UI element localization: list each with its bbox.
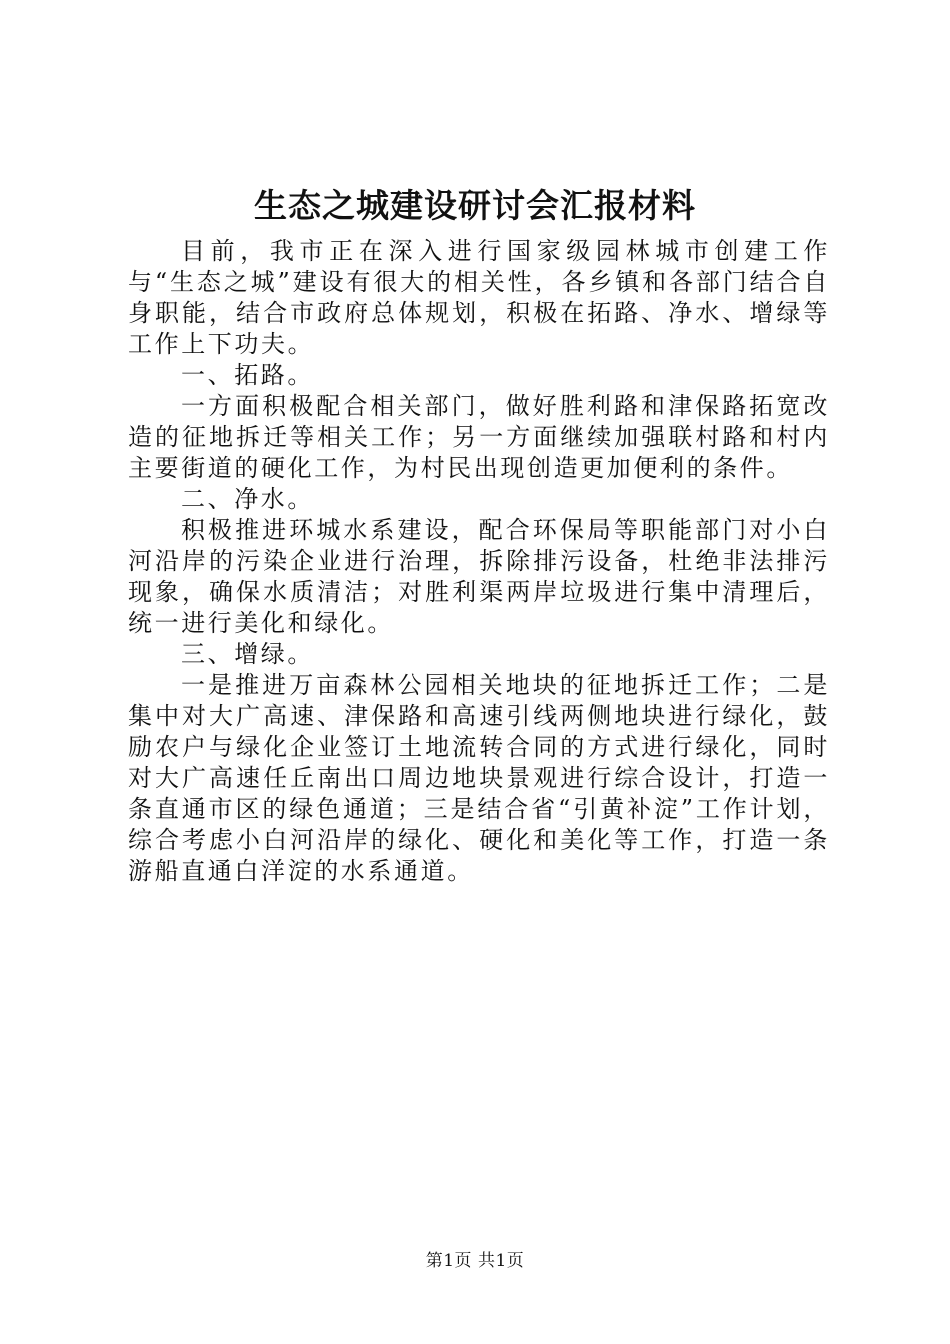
water-paragraph: 积极推进环城水系建设，配合环保局等职能部门对小白河沿岸的污染企业进行治理，拆除排污设备，杜绝非法排污现象，确保水质清洁；对胜利渠两岸垃圾进行集中清理后，统一进行美化和绿化。 — [128, 516, 830, 637]
page-number-footer: 第1页 共1页 — [425, 1251, 525, 1271]
section-heading-road: 一、拓路。 — [181, 361, 314, 389]
document-body — [128, 236, 830, 887]
intro-paragraph: 目前，我市正在深入进行国家级园林城市创建工作与“生态之城”建设有很大的相关性，各乡镇和各部门结合自身职能，结合市政府总体规划，积极在拓路、净水、增绿等工作上下功夫。 — [128, 237, 830, 358]
green-paragraph: 一是推进万亩森林公园相关地块的征地拆迁工作；二是集中对大广高速、津保路和高速引线两侧地块进行绿化，鼓励农户与绿化企业签订土地流转合同的方式进行绿化，同时对大广高速任丘南出口周边地块景观进行综合设计，打造一条直通市区的绿色通道；三是结合省“引黄补淀”工作计划，综合考虑小白河沿岸的绿化、硬化和美化等工作，打造一条游船直通白洋淀的水系通道。 — [128, 671, 830, 885]
section-heading-green: 三、增绿。 — [181, 640, 314, 668]
section-heading-water: 二、净水。 — [181, 485, 314, 513]
document-title: 生态之城建设研讨会汇报材料 — [254, 186, 696, 225]
road-paragraph: 一方面积极配合相关部门，做好胜利路和津保路拓宽改造的征地拆迁等相关工作；另一方面继续加强联村路和村内主要街道的硬化工作，为村民出现创造更加便利的条件。 — [128, 392, 830, 482]
